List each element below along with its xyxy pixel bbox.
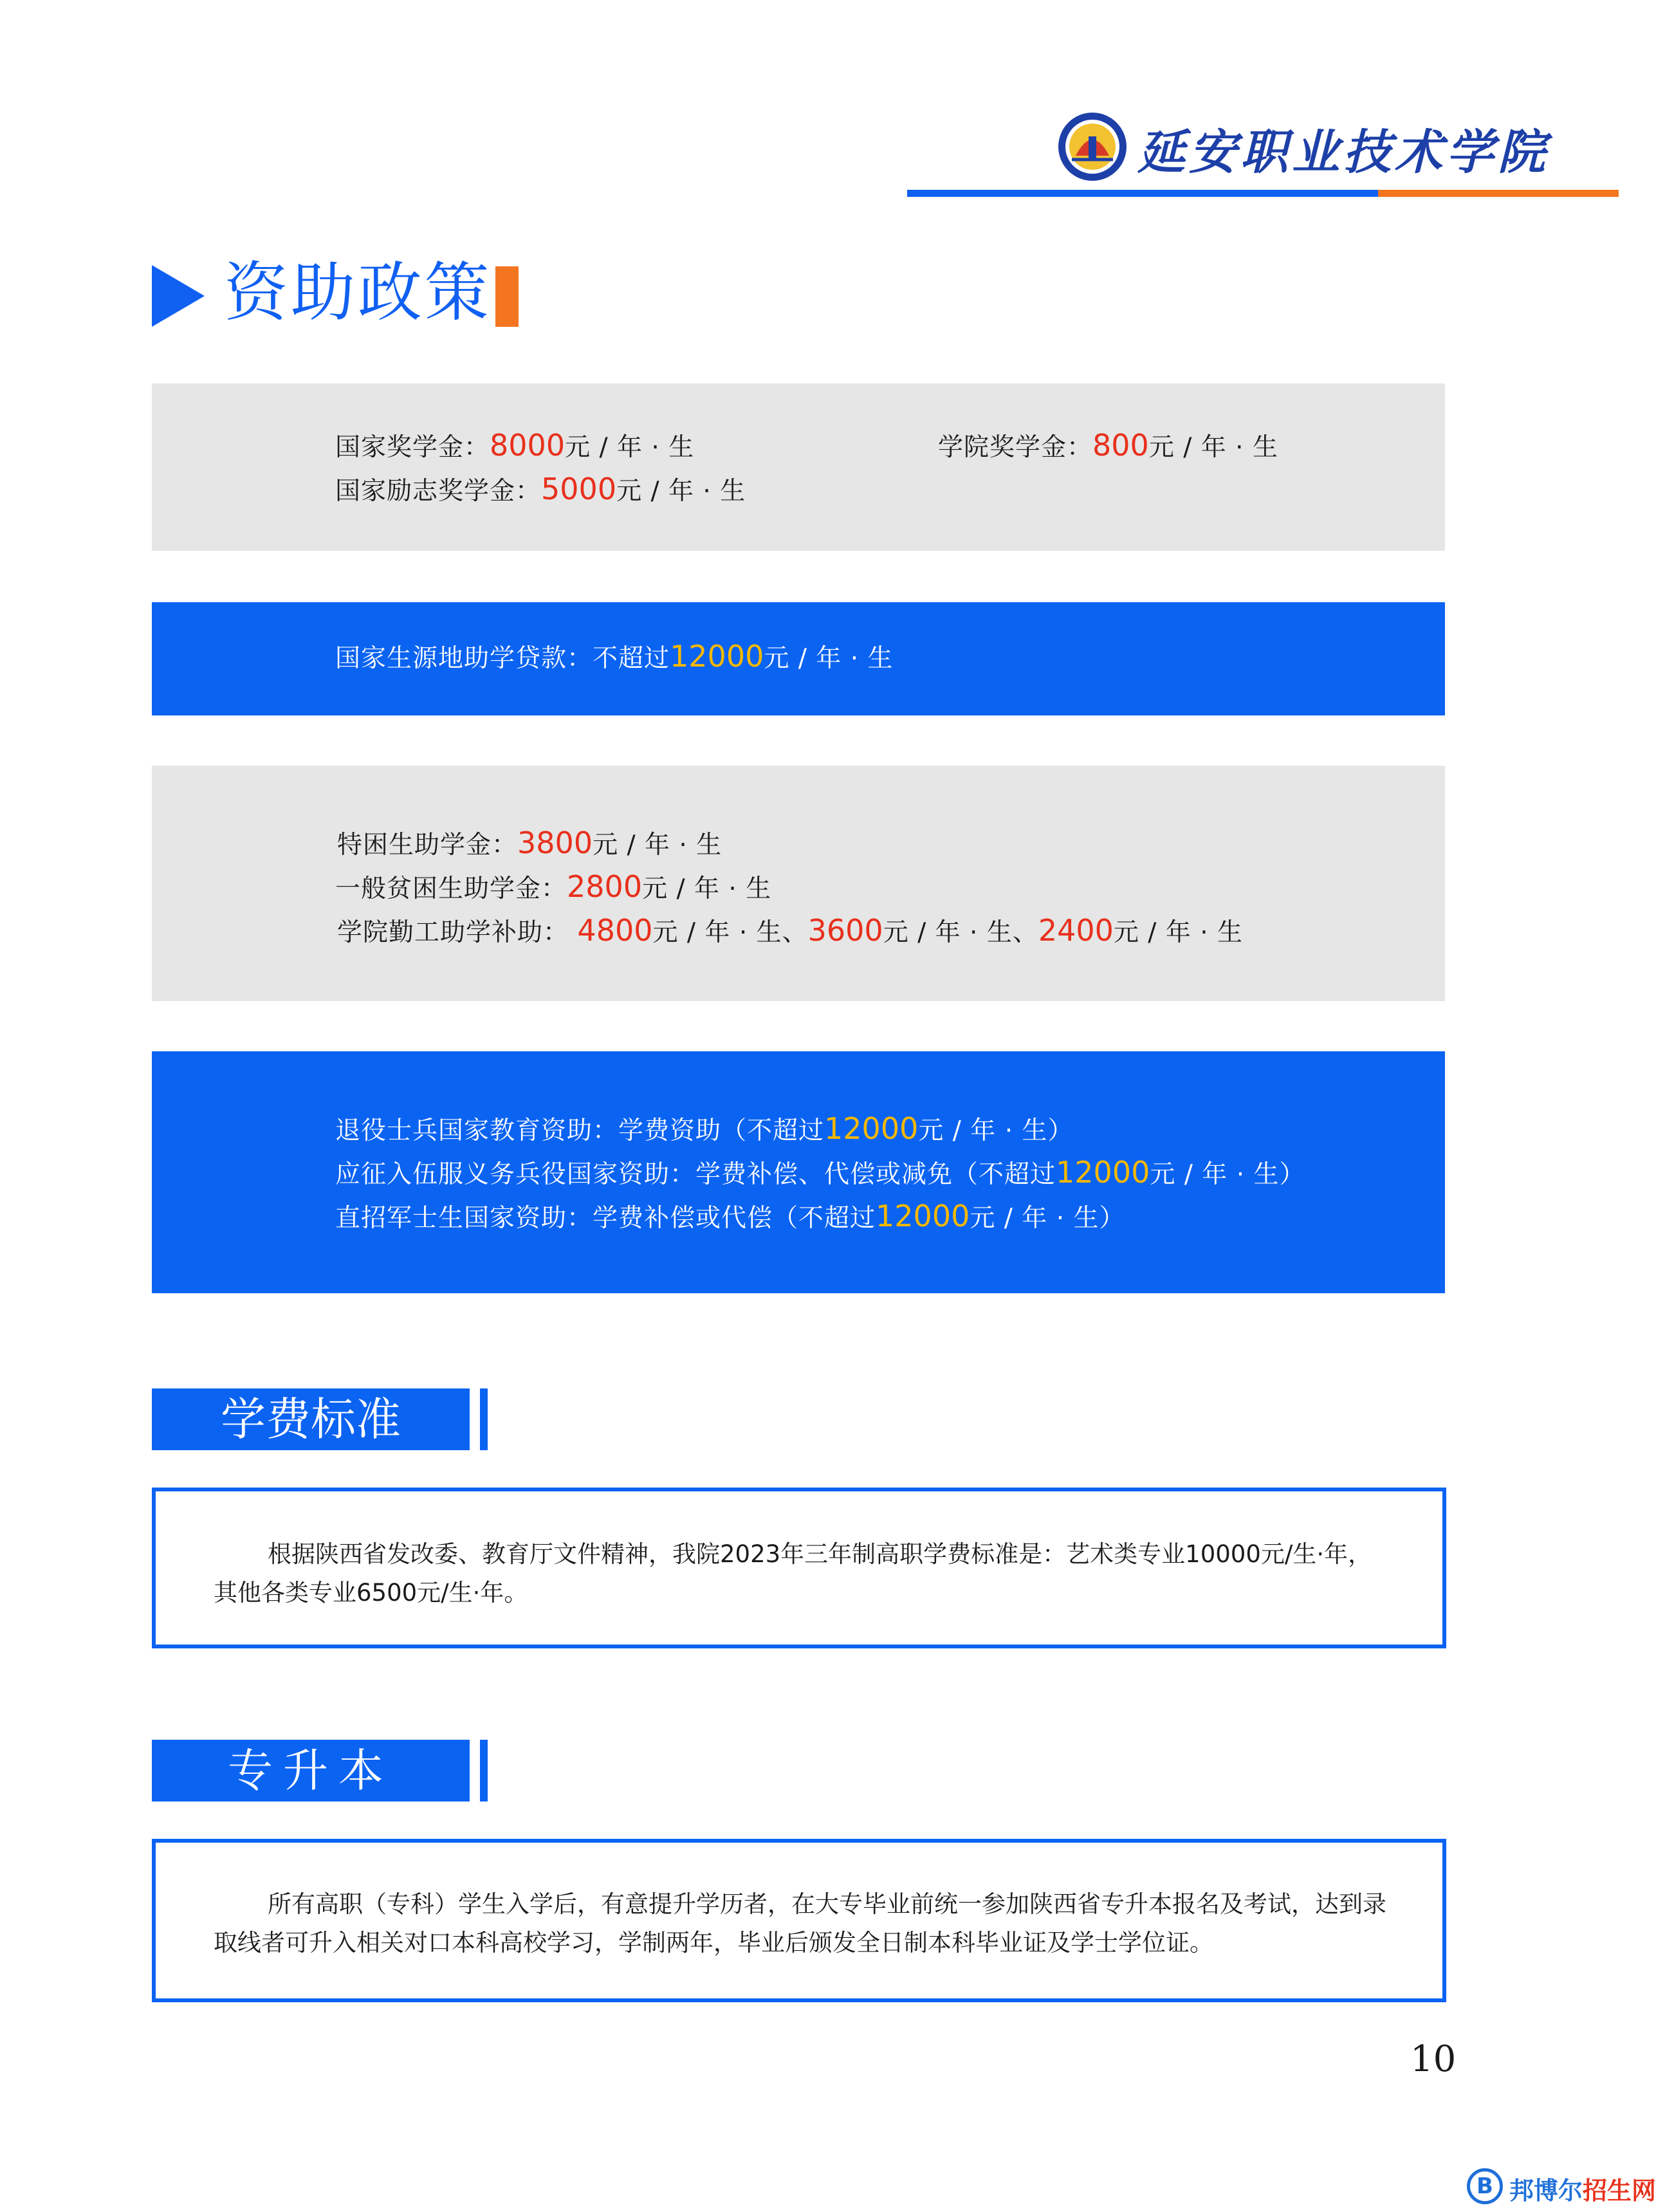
- upgrade-paragraph: 所有高职（专科）学生入学后，有意提升学历者，在大专毕业前统一参加陕西省专升本报名及考试，达到录取线者可升入相关对口本科高校学习，学制两年，毕业后颁发全日制本科毕业证及学士学位证。: [214, 1890, 1386, 1957]
- student-loan-amount: 12000: [670, 639, 764, 674]
- tuition-paragraph: 根据陕西省发改委、教育厅文件精神，我院2023年三年制高职学费标准是：艺术类专业10000元/生·年，其他各类专业6500元/生·年。: [214, 1540, 1372, 1607]
- encouragement-scholarship-line: 国家励志奖学金：5000元 / 年 · 生: [335, 472, 746, 506]
- watermark-text: 邦博尔招生网: [1509, 2177, 1656, 2205]
- school-name: 延安职业技术学院: [1137, 125, 1549, 180]
- school-emblem-icon: [1056, 111, 1128, 183]
- veteran-aid-amount: 12000: [824, 1111, 919, 1146]
- general-grant-line: 一般贫困生助学金：2800元 / 年 · 生: [335, 869, 772, 904]
- special-grant-line: 特困生助学金：3800元 / 年 · 生: [337, 825, 722, 860]
- special-grant-amount: 3800: [517, 825, 593, 860]
- tuition-heading-bar: [480, 1388, 488, 1450]
- title-accent-bar: [495, 266, 519, 327]
- veteran-aid-line: 退役士兵国家教育资助：学费资助（不超过12000元 / 年 · 生）: [335, 1111, 1074, 1146]
- upgrade-text-box: [152, 1839, 1446, 2002]
- tuition-heading: 学费标准: [152, 1388, 470, 1450]
- upgrade-heading: 专升本: [152, 1740, 470, 1802]
- loan-panel: [152, 602, 1445, 715]
- national-scholarship-line: 国家奖学金：8000元 / 年 · 生: [335, 428, 695, 463]
- work-study-amount: 2400: [1038, 913, 1114, 948]
- grant-panel: [152, 766, 1445, 1001]
- conscript-aid-line: 应征入伍服义务兵役国家资助：学费补偿、代偿或减免（不超过12000元 / 年 · 生）: [335, 1155, 1305, 1190]
- scholarship-panel: [152, 383, 1445, 551]
- triangle-marker-icon: [152, 265, 205, 327]
- section-title-aid-policy: 资助政策: [224, 255, 492, 330]
- header-rule-orange: [1378, 190, 1619, 197]
- work-study-line: 学院勤工助学补助： 4800元 / 年 · 生、3600元 / 年 · 生、2400元 / 年 · 生: [337, 913, 1244, 948]
- general-grant-amount: 2800: [567, 869, 643, 904]
- upgrade-heading-bar: [480, 1740, 488, 1802]
- college-scholarship-amount: 800: [1092, 428, 1149, 463]
- cadet-aid-amount: 12000: [876, 1199, 970, 1233]
- work-study-amount: 3600: [807, 913, 883, 948]
- conscript-aid-amount: 12000: [1056, 1155, 1150, 1190]
- watermark-logo-icon: B: [1467, 2168, 1503, 2204]
- national-scholarship-amount: 8000: [490, 428, 566, 463]
- work-study-amount: 4800: [577, 913, 653, 948]
- cadet-aid-line: 直招军士生国家资助：学费补偿或代偿（不超过12000元 / 年 · 生）: [335, 1199, 1125, 1233]
- header-rule-blue: [907, 190, 1378, 197]
- college-scholarship-line: 学院奖学金：800元 / 年 · 生: [938, 428, 1278, 463]
- military-aid-panel: [152, 1051, 1445, 1293]
- tuition-text-box: [152, 1488, 1446, 1648]
- student-loan-line: 国家生源地助学贷款：不超过12000元 / 年 · 生: [335, 639, 894, 674]
- encouragement-scholarship-amount: 5000: [541, 472, 617, 506]
- page-number: 10: [1410, 2038, 1457, 2080]
